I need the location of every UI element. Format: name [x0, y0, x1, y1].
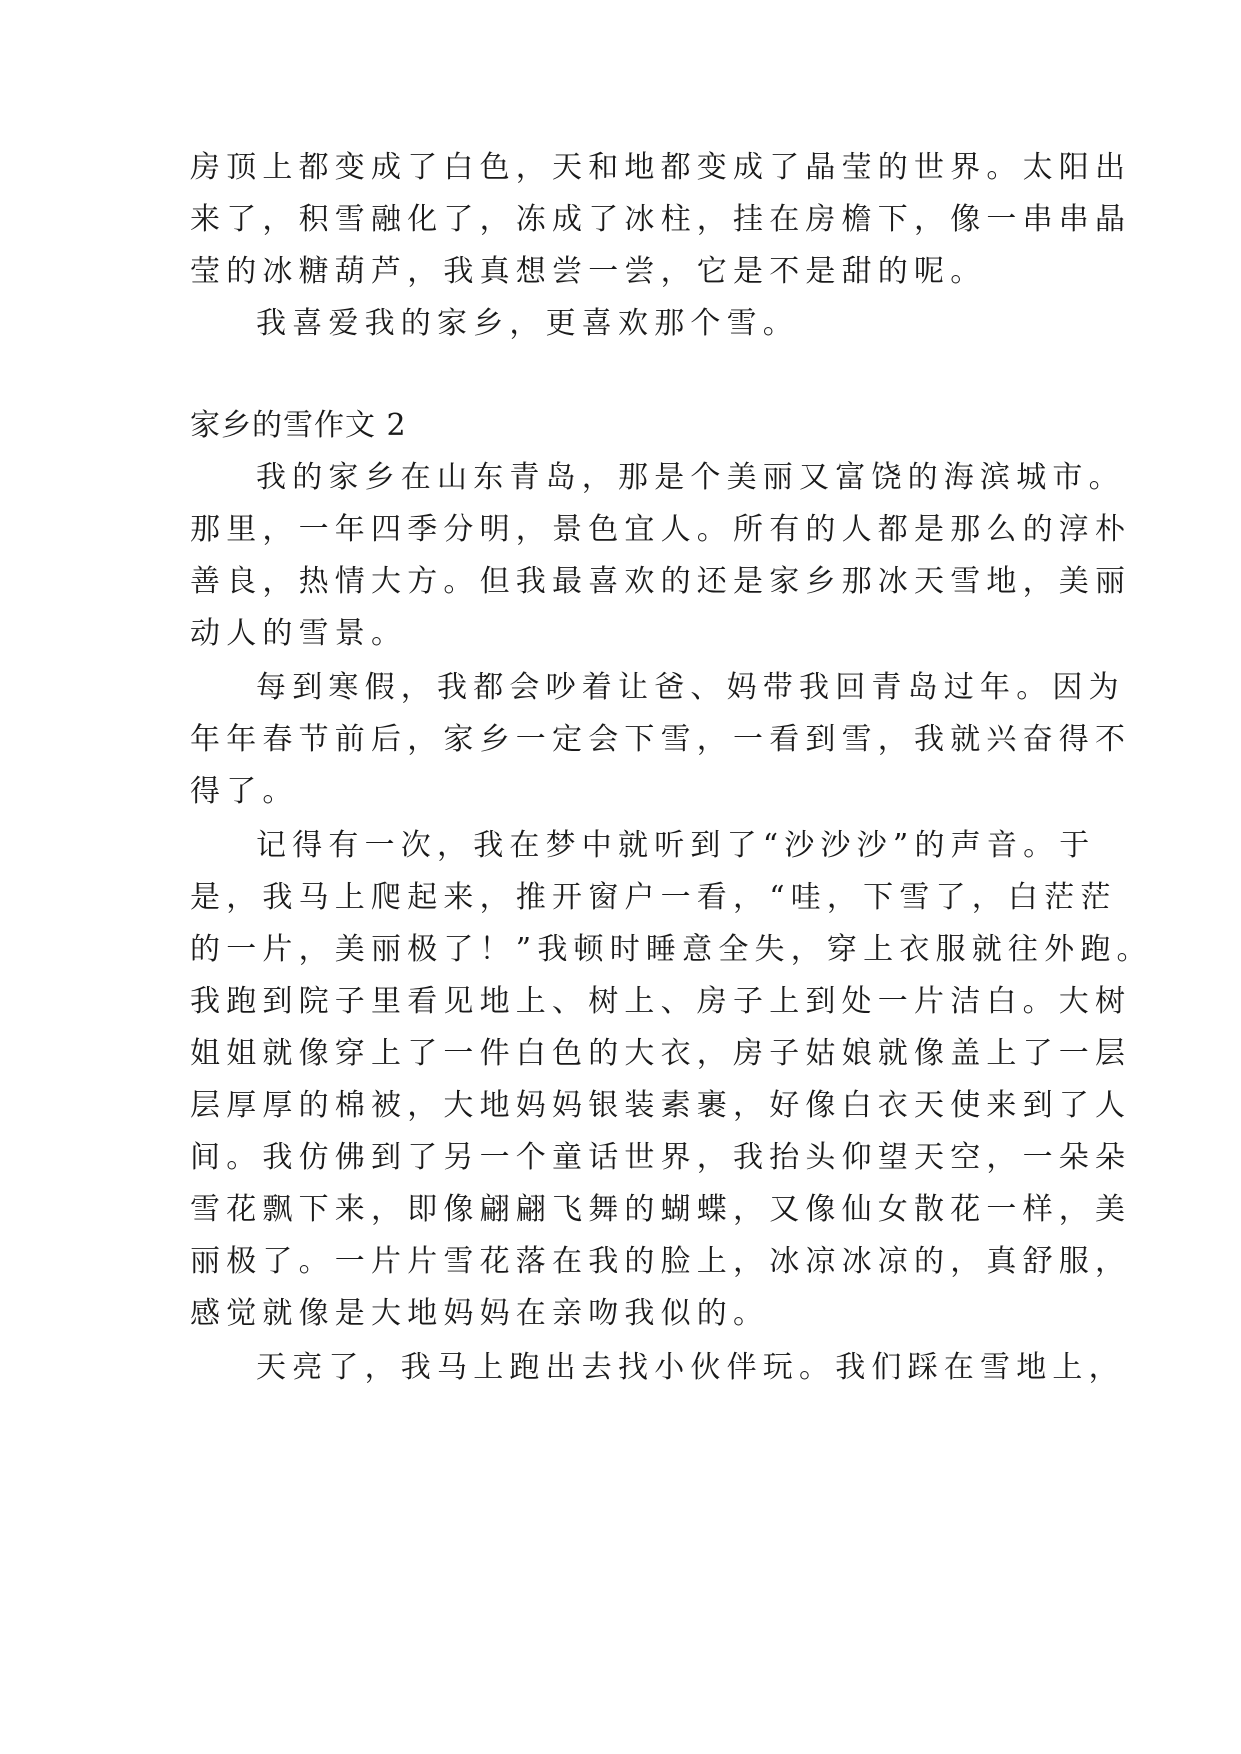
- paragraph-line: 雪花飘下来，即像翩翩飞舞的蝴蝶，又像仙女散花一样，美: [190, 1192, 1132, 1227]
- paragraph-line: 我的家乡在山东青岛，那是个美丽又富饶的海滨城市。: [256, 460, 1125, 495]
- paragraph-line: 我喜爱我的家乡，更喜欢那个雪。: [256, 306, 799, 341]
- paragraph-line: 的一片，美丽极了！”我顿时睡意全失，穿上衣服就往外跑。: [190, 932, 1153, 967]
- paragraph-line: 记得有一次，我在梦中就听到了“沙沙沙”的声音。于: [256, 828, 1096, 863]
- paragraph-line: 姐姐就像穿上了一件白色的大衣，房子姑娘就像盖上了一层: [190, 1036, 1132, 1071]
- paragraph-line: 天亮了，我马上跑出去找小伙伴玩。我们踩在雪地上，: [256, 1350, 1125, 1385]
- paragraph-line: 我跑到院子里看见地上、树上、房子上到处一片洁白。大树: [190, 984, 1132, 1019]
- section-heading: 家乡的雪作文 2: [190, 408, 407, 443]
- paragraph-line: 房顶上都变成了白色，天和地都变成了晶莹的世界。太阳出: [190, 150, 1132, 185]
- paragraph-line: 那里，一年四季分明，景色宜人。所有的人都是那么的淳朴: [190, 512, 1132, 547]
- paragraph-line: 来了，积雪融化了，冻成了冰柱，挂在房檐下，像一串串晶: [190, 202, 1132, 237]
- paragraph-line: 间。我仿佛到了另一个童话世界，我抬头仰望天空，一朵朵: [190, 1140, 1132, 1175]
- paragraph-line: 善良，热情大方。但我最喜欢的还是家乡那冰天雪地，美丽: [190, 564, 1132, 599]
- paragraph-line: 动人的雪景。: [190, 616, 408, 651]
- paragraph-line: 得了。: [190, 774, 299, 809]
- paragraph-line: 感觉就像是大地妈妈在亲吻我似的。: [190, 1296, 770, 1331]
- paragraph-line: 莹的冰糖葫芦，我真想尝一尝，它是不是甜的呢。: [190, 254, 987, 289]
- paragraph-line: 每到寒假，我都会吵着让爸、妈带我回青岛过年。因为: [256, 670, 1125, 705]
- paragraph-line: 丽极了。一片片雪花落在我的脸上，冰凉冰凉的，真舒服，: [190, 1244, 1132, 1279]
- paragraph-line: 层厚厚的棉被，大地妈妈银装素裹，好像白衣天使来到了人: [190, 1088, 1132, 1123]
- paragraph-line: 是，我马上爬起来，推开窗户一看，“哇，下雪了，白茫茫: [190, 880, 1117, 915]
- paragraph-line: 年年春节前后，家乡一定会下雪，一看到雪，我就兴奋得不: [190, 722, 1132, 757]
